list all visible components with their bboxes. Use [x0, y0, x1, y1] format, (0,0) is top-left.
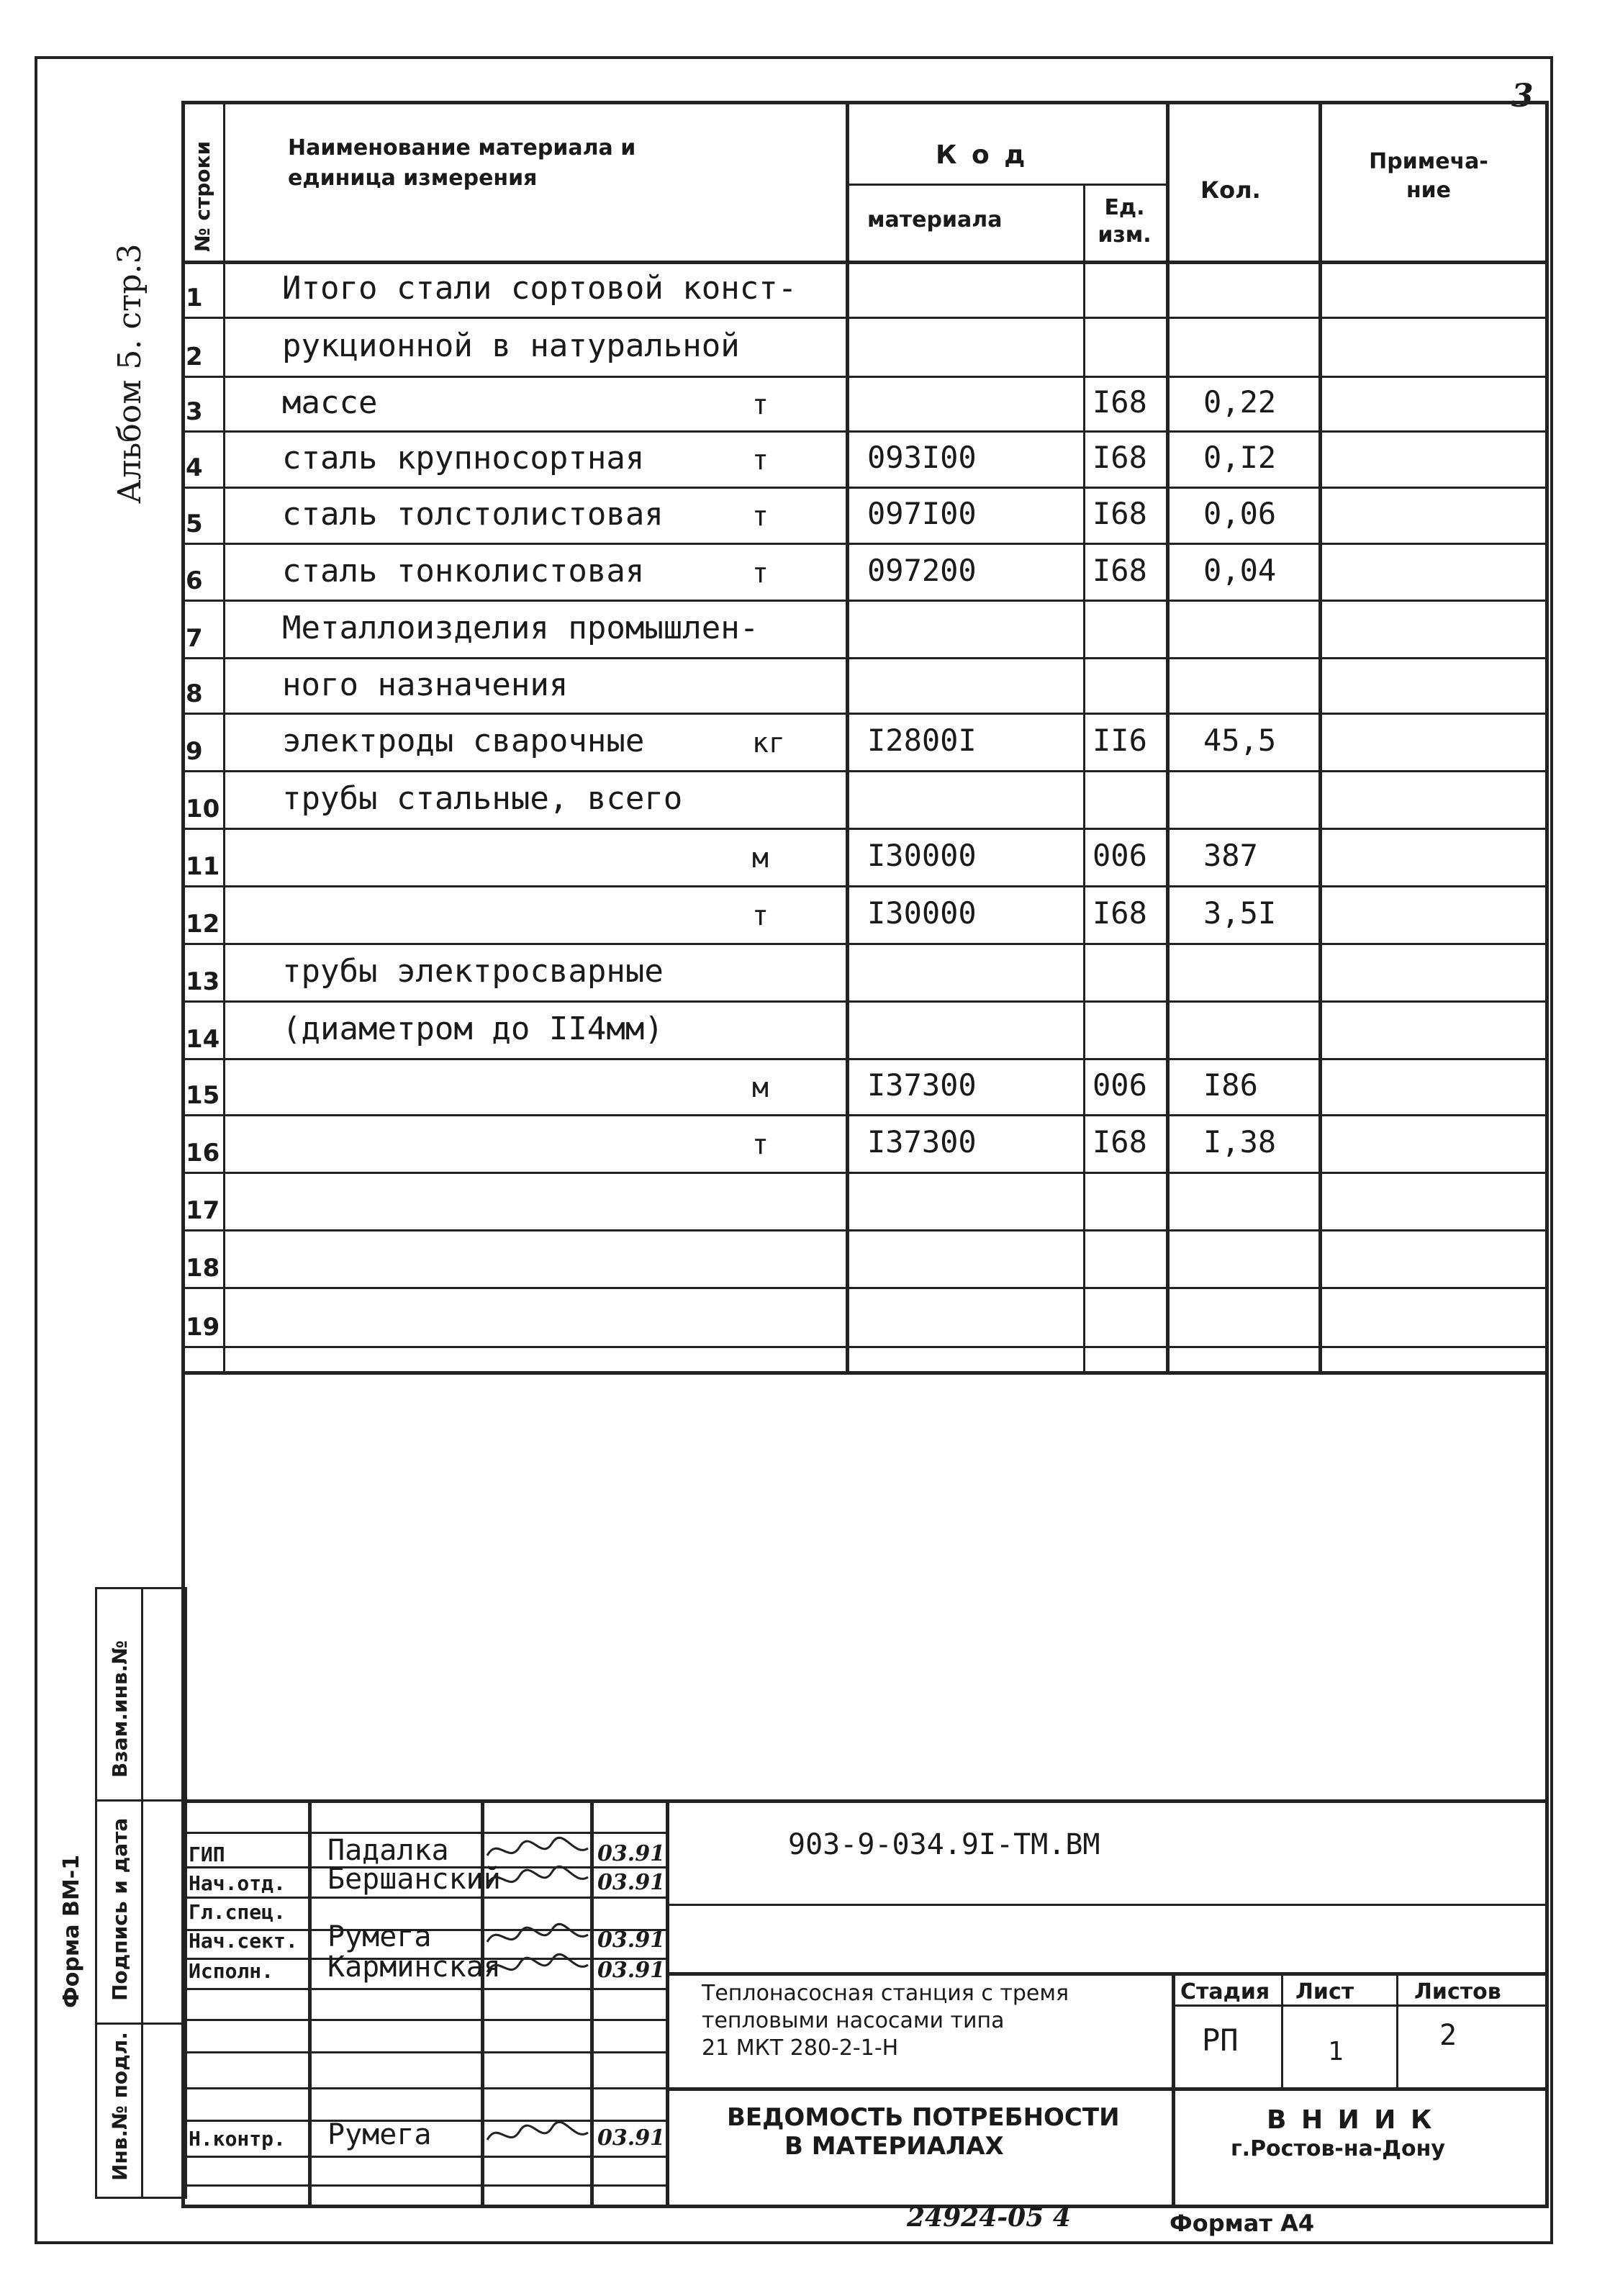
- row-number: 15: [186, 1081, 220, 1110]
- stamp-name: Бершанский: [327, 1863, 501, 1896]
- row-qty: 0,22: [1203, 384, 1277, 420]
- stage-value: РП: [1202, 2022, 1239, 2058]
- doc-title-line-2: В МАТЕРИАЛАХ: [784, 2132, 1004, 2161]
- row-ed: I68: [1092, 384, 1147, 420]
- row-number: 7: [186, 624, 203, 653]
- row-number: 6: [186, 566, 203, 595]
- hdr-code: К о д: [936, 140, 1028, 170]
- row-name: сталь тонколистовая: [282, 553, 645, 589]
- stamp-date: 03.91: [597, 2125, 665, 2151]
- org-name: В Н И И К: [1267, 2105, 1435, 2135]
- form-label: Форма ВМ-1: [59, 1854, 84, 2008]
- row-unit: т: [752, 1129, 769, 1160]
- project-line-2: тепловыми насосами типа: [702, 2008, 1005, 2033]
- stamp-name: Румега: [327, 2118, 432, 2151]
- row-number: 2: [186, 343, 203, 371]
- row-number: 9: [186, 737, 203, 766]
- row-number: 3: [186, 397, 203, 426]
- row-number: 4: [186, 453, 203, 482]
- row-code: I30000: [867, 895, 977, 931]
- row-ed: II6: [1092, 723, 1147, 758]
- stamp-role: Исполн.: [189, 1959, 274, 1983]
- row-code: I37300: [867, 1067, 977, 1103]
- stamp-role: Нач.отд.: [189, 1871, 286, 1895]
- stamp-name: Румега: [327, 1920, 432, 1953]
- row-qty: 0,I2: [1203, 440, 1277, 475]
- doc-code: 903-9-034.9I-ТМ.ВМ: [788, 1828, 1100, 1861]
- row-qty: 45,5: [1203, 723, 1277, 758]
- hdr-name: Наименование материала и единица измерения: [288, 135, 636, 191]
- row-unit: т: [752, 389, 769, 420]
- signature-mark: [484, 1861, 592, 1897]
- row-number: 18: [186, 1254, 220, 1283]
- row-number: 10: [186, 795, 220, 823]
- org-city: г.Ростов-на-Дону: [1231, 2136, 1445, 2161]
- row-number: 11: [186, 852, 220, 881]
- signature-mark: [484, 2117, 592, 2153]
- sheets-value: 2: [1439, 2019, 1457, 2052]
- row-ed: I68: [1092, 553, 1147, 588]
- row-qty: 0,06: [1203, 496, 1277, 531]
- doc-title-line-1: ВЕДОМОСТЬ ПОТРЕБНОСТИ: [727, 2103, 1120, 2132]
- row-number: 8: [186, 679, 203, 708]
- row-name: электроды сварочные: [282, 723, 645, 759]
- stamp-date: 03.91: [597, 1958, 665, 1983]
- hdr-row-no: № строки: [191, 140, 214, 252]
- row-number: 17: [186, 1196, 220, 1225]
- row-unit: м: [752, 1072, 769, 1103]
- signature-mark: [484, 1949, 592, 1985]
- row-code: I2800I: [867, 723, 977, 758]
- format-label: Формат А4: [1170, 2210, 1315, 2237]
- row-ed: 006: [1092, 838, 1147, 873]
- inventory-number: 24924-05 4: [907, 2202, 1071, 2233]
- row-code: 093I00: [867, 440, 977, 475]
- row-ed: I68: [1092, 1124, 1147, 1160]
- row-code: I37300: [867, 1124, 977, 1160]
- row-number: 12: [186, 910, 220, 939]
- row-name: ного назначения: [282, 666, 569, 703]
- row-number: 13: [186, 967, 220, 996]
- row-unit: т: [752, 500, 769, 532]
- row-name: рукционной в натуральной: [282, 327, 740, 364]
- hdr-qty: Кол.: [1200, 176, 1261, 204]
- row-qty: 0,04: [1203, 553, 1277, 588]
- stamp-role: Н.контр.: [189, 2127, 286, 2151]
- row-ed: I68: [1092, 895, 1147, 931]
- project-line-1: Теплонасосная станция с тремя: [702, 1981, 1069, 2006]
- stage-label: Стадия: [1180, 1979, 1270, 2005]
- side-sign-label: Подпись и дата: [108, 1817, 132, 2001]
- row-qty: 3,5I: [1203, 895, 1277, 931]
- stamp-date: 03.91: [597, 1870, 665, 1895]
- stamp-date: 03.91: [597, 1841, 665, 1866]
- row-unit: кг: [752, 727, 785, 759]
- side-inv-label: Инв.№ подл.: [108, 2032, 132, 2181]
- row-number: 16: [186, 1139, 220, 1167]
- row-unit: т: [752, 557, 769, 589]
- stamp-role: Гл.спец.: [189, 1900, 286, 1924]
- sheet-value: 1: [1328, 2037, 1344, 2066]
- stamp-name: Карминская: [327, 1951, 501, 1984]
- row-number: 14: [186, 1025, 220, 1054]
- page-number: 3: [1511, 78, 1534, 114]
- stamp-role: ГИП: [189, 1843, 225, 1866]
- row-unit: м: [752, 842, 769, 874]
- row-qty: I86: [1203, 1067, 1258, 1103]
- stamp-name: Падалка: [327, 1834, 449, 1867]
- hdr-code-unit: Ед. изм.: [1098, 195, 1152, 248]
- row-unit: т: [752, 900, 769, 931]
- row-code: 097200: [867, 553, 977, 588]
- row-ed: I68: [1092, 440, 1147, 475]
- row-code: I30000: [867, 838, 977, 873]
- row-name: сталь толстолистовая: [282, 496, 664, 533]
- row-name: Итого стали сортовой конст-: [282, 270, 797, 307]
- row-ed: 006: [1092, 1067, 1147, 1103]
- row-ed: I68: [1092, 496, 1147, 531]
- side-replace-label: Взам.инв.№: [108, 1640, 132, 1778]
- project-line-3: 21 МКТ 280-2-1-Н: [702, 2035, 899, 2061]
- row-code: 097I00: [867, 496, 977, 531]
- row-name: сталь крупносортная: [282, 440, 645, 476]
- row-qty: I,38: [1203, 1124, 1277, 1160]
- row-name: трубы электросварные: [282, 953, 664, 990]
- sheet-label: Лист: [1295, 1979, 1354, 2005]
- hdr-note: Примеча- ние: [1369, 149, 1488, 203]
- sheets-label: Листов: [1414, 1979, 1501, 2005]
- row-number: 19: [186, 1313, 220, 1342]
- stamp-date: 03.91: [597, 1927, 665, 1953]
- album-label: Альбом 5. стр.3: [112, 243, 148, 504]
- row-number: 5: [186, 510, 203, 538]
- row-name: трубы стальные, всего: [282, 780, 683, 817]
- row-name: Металлоизделия промышлен-: [282, 610, 759, 646]
- stamp-role: Нач.сект.: [189, 1929, 298, 1953]
- row-qty: 387: [1203, 838, 1258, 873]
- row-number: 1: [186, 284, 203, 312]
- row-name: (диаметром до II4мм): [282, 1011, 664, 1047]
- row-name: массе: [282, 384, 378, 421]
- hdr-code-material: материала: [867, 207, 1003, 232]
- row-unit: т: [752, 444, 769, 476]
